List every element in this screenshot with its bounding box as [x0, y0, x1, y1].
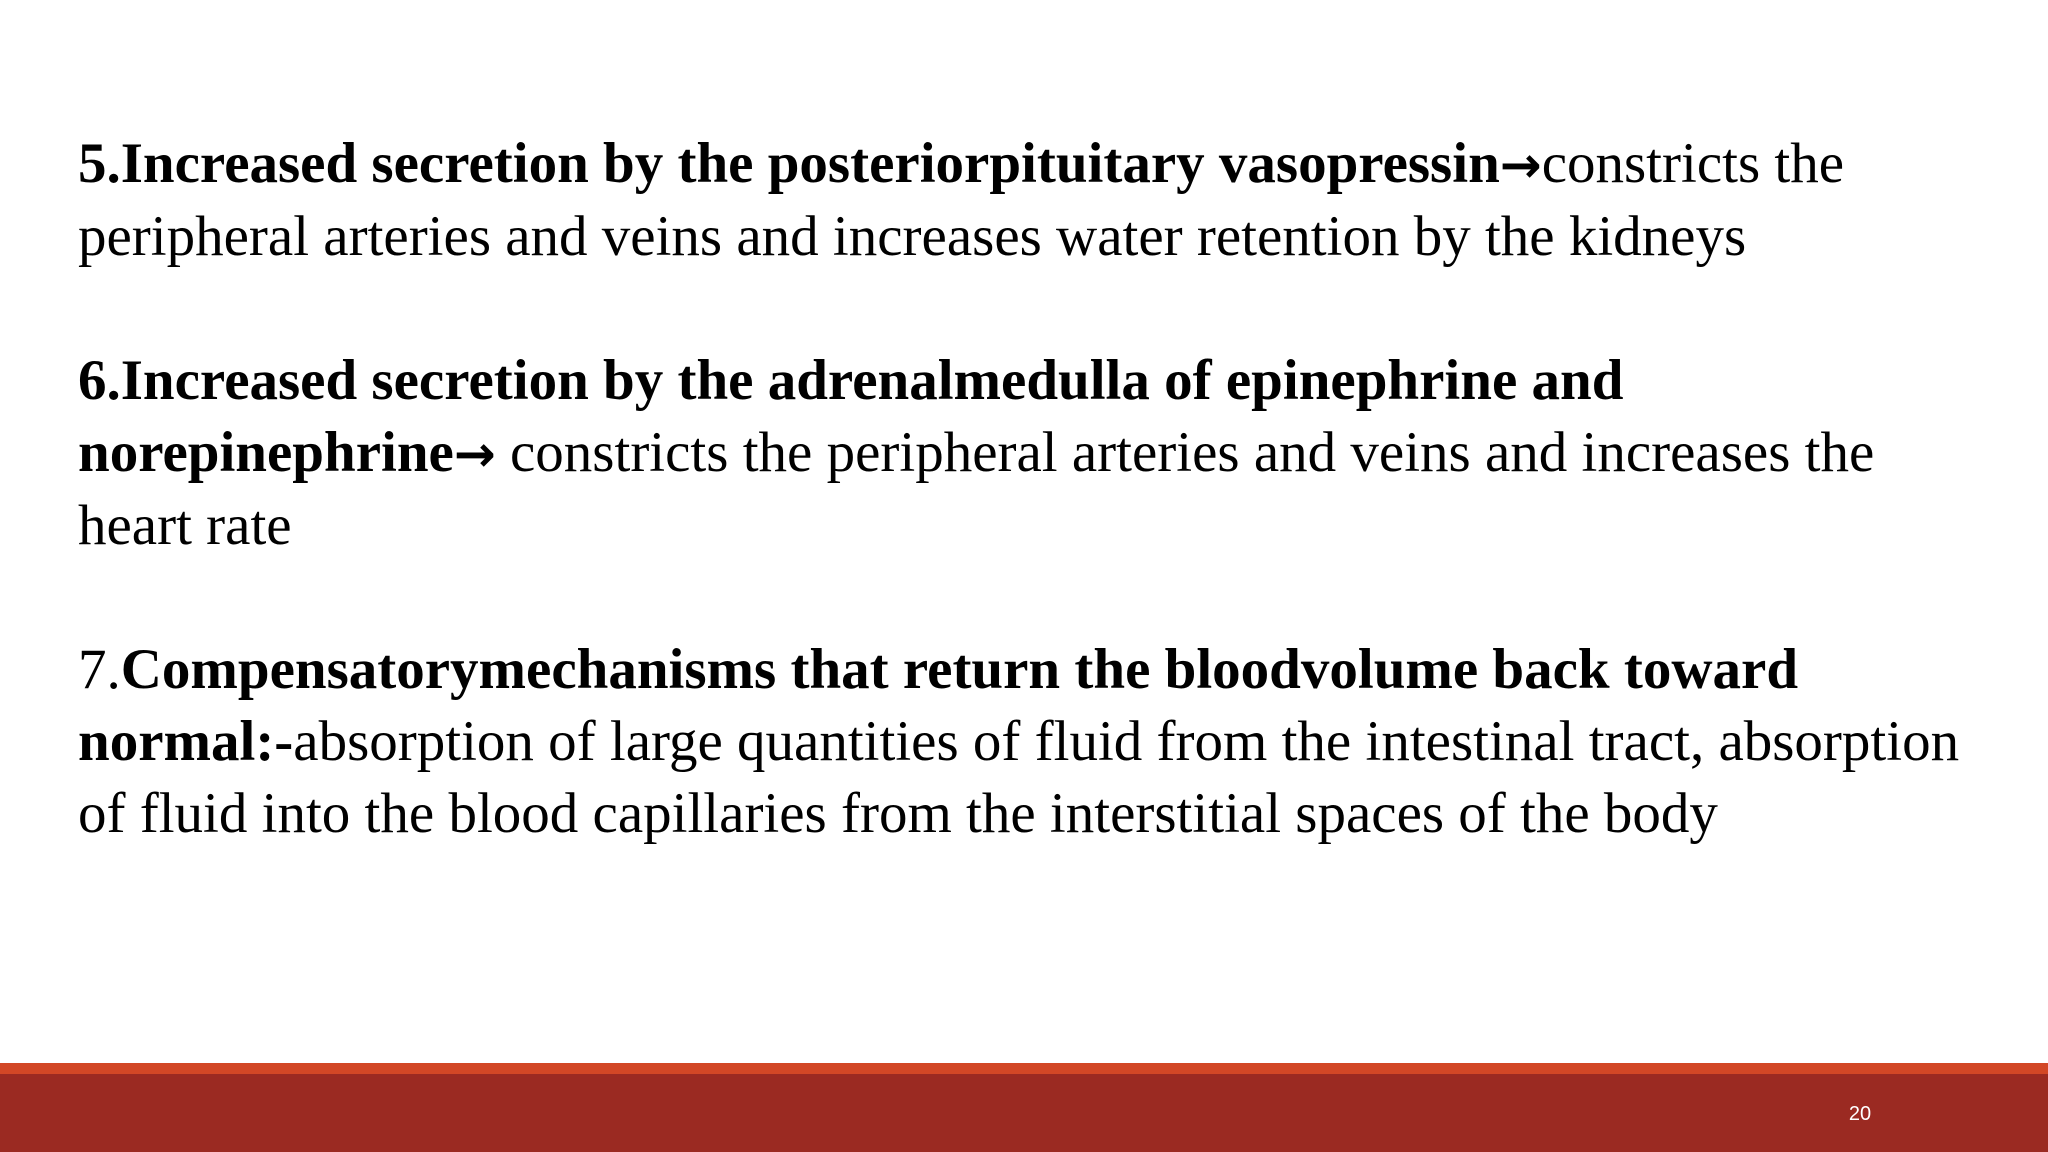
footer-bar: [0, 1074, 2048, 1152]
point-5: [78, 128, 1998, 273]
point-5-text: constricts the peripheral arteries and veins and increases water retention by the kidneys: [78, 132, 1845, 268]
page-number: 20: [1848, 1103, 1872, 1125]
point-6-heading: 6.Increased secretion by the adrenalmedulla of epinephrine and norepinephrine: [78, 349, 1624, 484]
point-6: [78, 345, 1998, 562]
right-arrow-icon: →: [1499, 136, 1542, 194]
point-7-heading: Compensatorymechanisms that return the bloodvolume back toward normal:-: [78, 638, 1799, 773]
slide-body: [78, 128, 1998, 850]
point-7-text: absorption of large quantities of fluid from the intestinal tract, absorption of fluid into the blood capillaries from the interstitial spaces of the body: [78, 710, 1960, 845]
point-7: [78, 634, 1998, 850]
point-7-number: 7.: [78, 638, 121, 701]
point-5-heading: 5.Increased secretion by the posteriorpituitary vasopressin: [78, 132, 1500, 195]
point-6-text: constricts the peripheral arteries and veins and increases the heart rate: [78, 421, 1875, 557]
footer-accent-stripe: [0, 1063, 2048, 1074]
right-arrow-icon: →: [453, 425, 496, 483]
